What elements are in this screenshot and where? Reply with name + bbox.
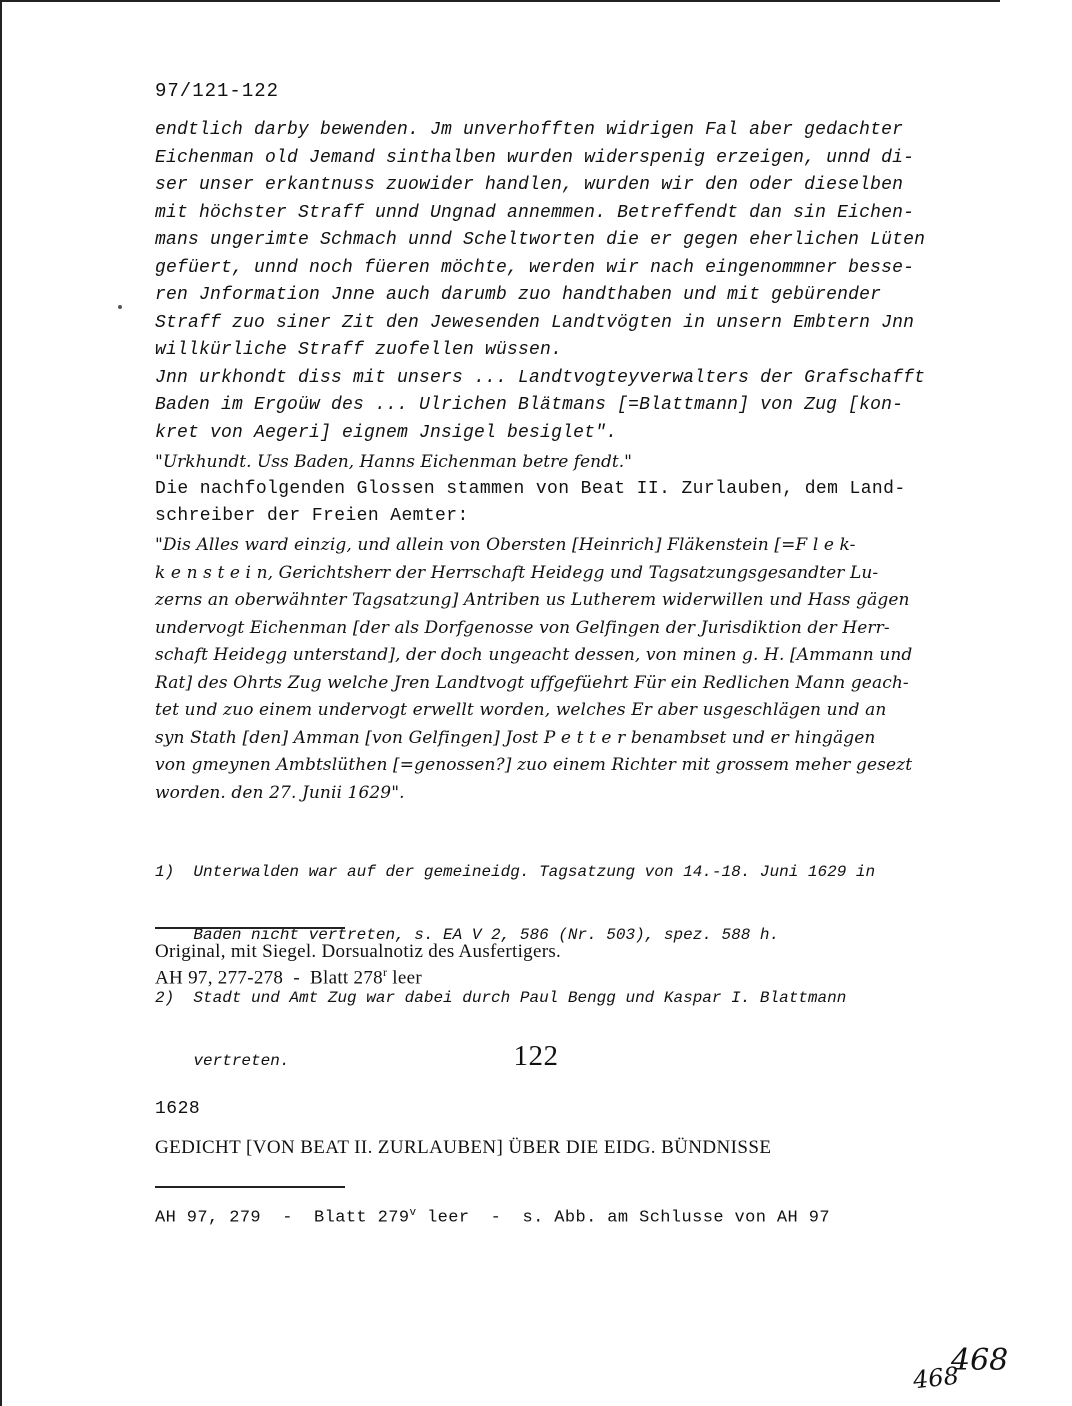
handwritten-page-number: 468 [911, 1361, 961, 1395]
main-text-line: kret von Aegeri] eignem Jnsigel besiglet". [155, 422, 618, 443]
document-reference: 97/121-122 [155, 80, 280, 102]
footnote-line: vertreten. [155, 1052, 290, 1070]
source-note-suffix: leer [387, 967, 422, 989]
main-text-line: gefüert, unnd noch füeren möchte, werden wir nach eingenommner besse- [155, 257, 915, 278]
glosses-intro-line: schreiber der Freien Aemter: [155, 506, 469, 526]
gloss-line: schaft Heidegg unterstand], der doch ungeacht dessen, von minen g. H. [Ammann und [155, 645, 913, 665]
main-text-line: willkürliche Straff zuofellen wüssen. [155, 340, 563, 360]
gloss-line: worden. den 27. Junii 1629". [155, 782, 405, 803]
main-text-line: mit höchster Straff unnd Ungnad annemmen. Betreffendt dan sin Eichen- [155, 202, 915, 223]
source-ref-suffix: leer - s. Abb. am Schlusse von AH 97 [416, 1208, 830, 1228]
gloss-line: undervogt Eichenman [der als Dorfgenosse von Gelfingen der Jurisdiktion der Herr- [155, 617, 890, 638]
endorsement-note [155, 449, 915, 477]
gloss-line: tet und zuo einem undervogt erwellt worden, welches Er aber usgeschlägen und an [155, 700, 887, 720]
main-text [155, 117, 926, 447]
main-text-line: Straff zuo siner Zit den Jewesenden Landtvögten in unsern Embtern Jnn [155, 312, 915, 333]
glosses-intro-line: Die nachfolgenden Glossen stammen von Beat II. Zurlauben, dem Land- [155, 479, 906, 499]
endorsement-line: "Urkhundt. Uss Baden, Hanns Eichenman betre fendt." [155, 452, 632, 472]
source-note-line: Original, mit Siegel. Dorsualnotiz des Ausfertigers. [155, 941, 562, 962]
source-ref-prefix: AH 97, 279 - Blatt 279 [155, 1208, 410, 1228]
source-note-line [155, 962, 915, 988]
source-note-ref: AH 97, 277-278 - Blatt 278 [155, 967, 383, 989]
main-text-line: ser unser erkantnuss zuowider handlen, wurden wir den oder dieselben [155, 175, 904, 195]
main-text-line: mans ungerimte Schmach unnd Scheltworten die er gegen eherlichen Lüten [155, 230, 926, 250]
gloss-line: k e n s t e i n, Gerichtsherr der Herrschaft Heidegg und Tagsatzungsgesandter Lu- [155, 562, 879, 583]
main-text-line: Jnn urkhondt diss mit unsers ... Landtvogteyverwalters der Grafschafft [155, 367, 926, 388]
footnote-line: Baden nicht vertreten, s. EA V 2, 586 (Nr. 503), spez. 588 h. [155, 926, 780, 944]
document-year: 1628 [155, 1099, 201, 1119]
margin-mark [118, 305, 122, 309]
separator-rule [155, 927, 345, 929]
gloss-line: zerns an oberwähnter Tagsatzung] Antriben us Lutherem widerwillen und Hass gägen [155, 590, 910, 610]
gloss-line: "Dis Alles ward einzig, und allein von Obersten [Heinrich] Fläkenstein [=F l e k- [155, 535, 856, 555]
gloss-line: syn Stath [den] Amman [von Gelfingen] Jost P e t t e r benambset und er hingägen [155, 727, 876, 748]
gloss-text [155, 532, 915, 807]
gloss-line: Rat] des Ohrts Zug welche Jren Landtvogt uffgefüehrt Für ein Redlichen Mann geach- [155, 672, 909, 693]
source-note-sup: r [382, 965, 388, 979]
separator-rule [155, 1186, 345, 1188]
footnote-line: 2) Stadt und Amt Zug war dabei durch Paul Bengg und Kaspar I. Blattmann [155, 989, 847, 1007]
main-text-line: Eichenman old Jemand sinthalben wurden widerspenig erzeigen, unnd di- [155, 147, 915, 168]
page-number: 468 [951, 1343, 1009, 1378]
document-title: GEDICHT [VON BEAT II. ZURLAUBEN] ÜBER DIE EIDG. BÜNDNISSE [155, 1137, 772, 1158]
scan-edge-left [0, 0, 2, 1406]
footnote-line: 1) Unterwalden war auf der gemeineidg. Tagsatzung von 14.-18. Juni 1629 in [155, 863, 876, 881]
gloss-line: von gmeynen Ambtslüthen [=genossen?] zuo einem Richter mit grossem meher gesezt [155, 755, 913, 775]
source-ref-sup: v [409, 1207, 417, 1219]
main-text-line: endtlich darby bewenden. Jm unverhofften widrigen Fal aber gedachter [155, 120, 904, 140]
glosses-intro [155, 476, 915, 530]
main-text-line: Baden im Ergoüw des ... Ulrichen Blätmans [=Blattmann] von Zug [kon- [155, 395, 904, 415]
document-source-ref [155, 1207, 830, 1228]
source-note [155, 941, 915, 988]
main-text-line: ren Jnformation Jnne auch darumb zuo handthaben und mit gebürender [155, 285, 882, 305]
document-number: 122 [513, 1040, 559, 1072]
scan-edge-top [0, 0, 1000, 2]
